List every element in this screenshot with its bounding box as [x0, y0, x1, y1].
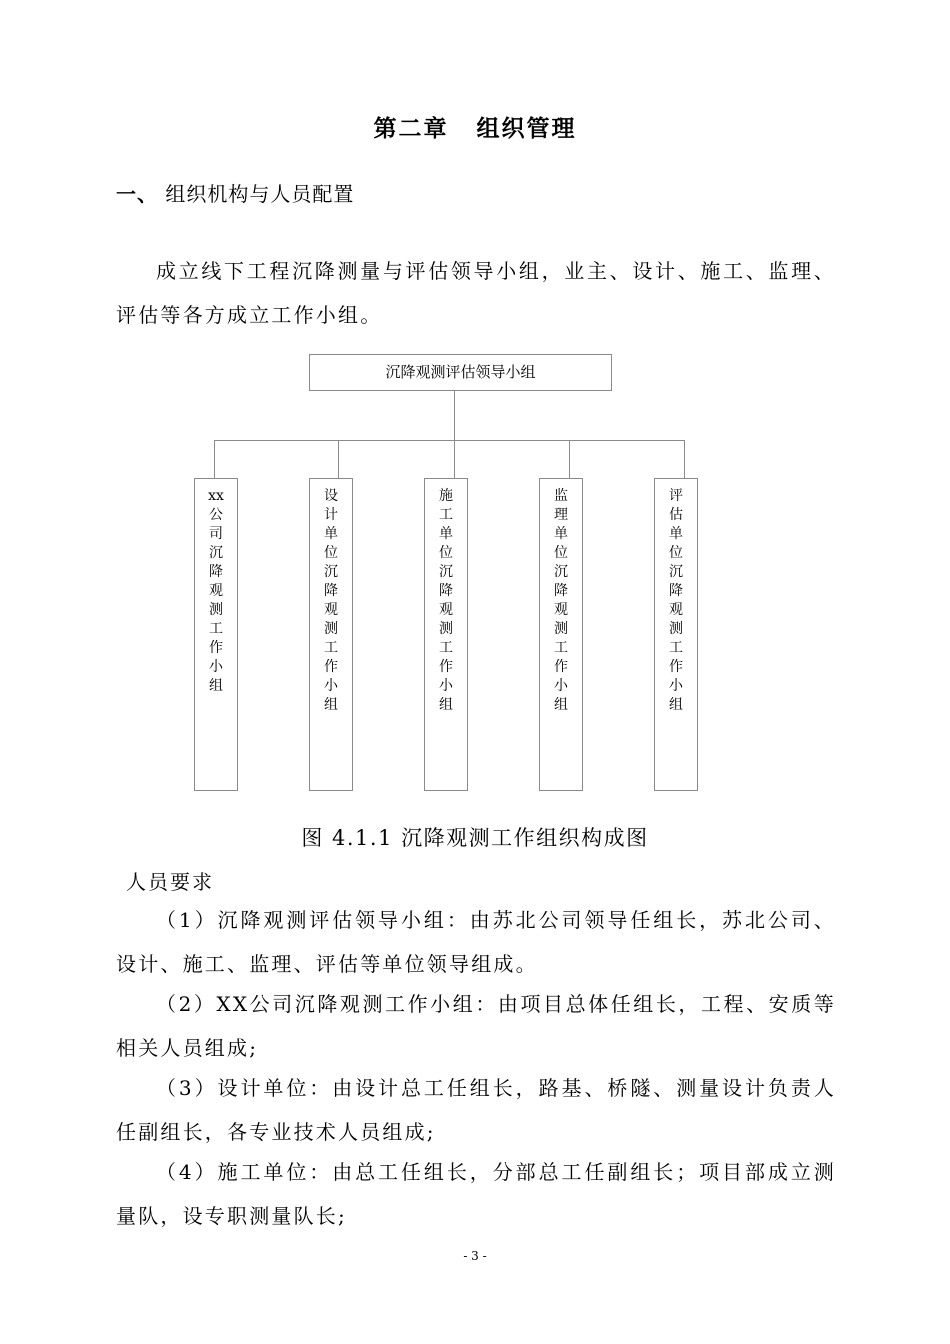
org-group-label: xx公司沉降观测工作小组 [208, 488, 224, 694]
page-number: - 3 - [463, 1249, 487, 1263]
org-connector-bus [214, 440, 684, 441]
org-group-label: 施工单位沉降观测工作小组 [439, 488, 453, 713]
org-connector-trunk [454, 391, 455, 441]
section-title: 组织机构与人员配置 [165, 182, 355, 206]
org-connector-drop [684, 440, 685, 478]
chapter-name: 组织管理 [476, 116, 577, 142]
org-group-label: 评估单位沉降观测工作小组 [669, 488, 683, 713]
org-group-box [424, 478, 468, 791]
org-group-box [654, 478, 698, 791]
org-group-box [539, 478, 583, 791]
intro-paragraph: 成立线下工程沉降测量与评估领导小组，业主、设计、施工、监理、评估等各方成立工作小组。 [116, 259, 836, 327]
org-group-box [309, 478, 353, 791]
requirement-item: （3）设计单位：由设计总工任组长，路基、桥隧、测量设计负责人任副组长，各专业技术人员组成; [116, 1076, 836, 1144]
org-connector-drop [338, 440, 339, 478]
org-connector-drop [214, 440, 215, 478]
org-top-box: 沉降观测评估领导小组 [309, 354, 612, 391]
chapter-number: 第二章 [373, 116, 449, 142]
requirement-item: （1）沉降观测评估领导小组：由苏北公司领导任组长，苏北公司、设计、施工、监理、评估等单位领导组成。 [116, 908, 836, 976]
org-connector-drop [569, 440, 570, 478]
org-connector-drop [454, 440, 455, 478]
org-group-label: 监理单位沉降观测工作小组 [554, 488, 568, 713]
section-number: 一、 [116, 182, 158, 206]
requirement-item: （4）施工单位：由总工任组长，分部总工任副组长；项目部成立测量队，设专职测量队长; [116, 1160, 836, 1228]
org-group-label: 设计单位沉降观测工作小组 [324, 488, 338, 713]
requirement-item: （2）XX公司沉降观测工作小组：由项目总体任组长，工程、安质等相关人员组成; [116, 992, 836, 1060]
requirements-heading: 人员要求 [126, 870, 214, 894]
org-group-box [194, 478, 238, 791]
figure-caption: 图 4.1.1 沉降观测工作组织构成图 [301, 826, 649, 850]
